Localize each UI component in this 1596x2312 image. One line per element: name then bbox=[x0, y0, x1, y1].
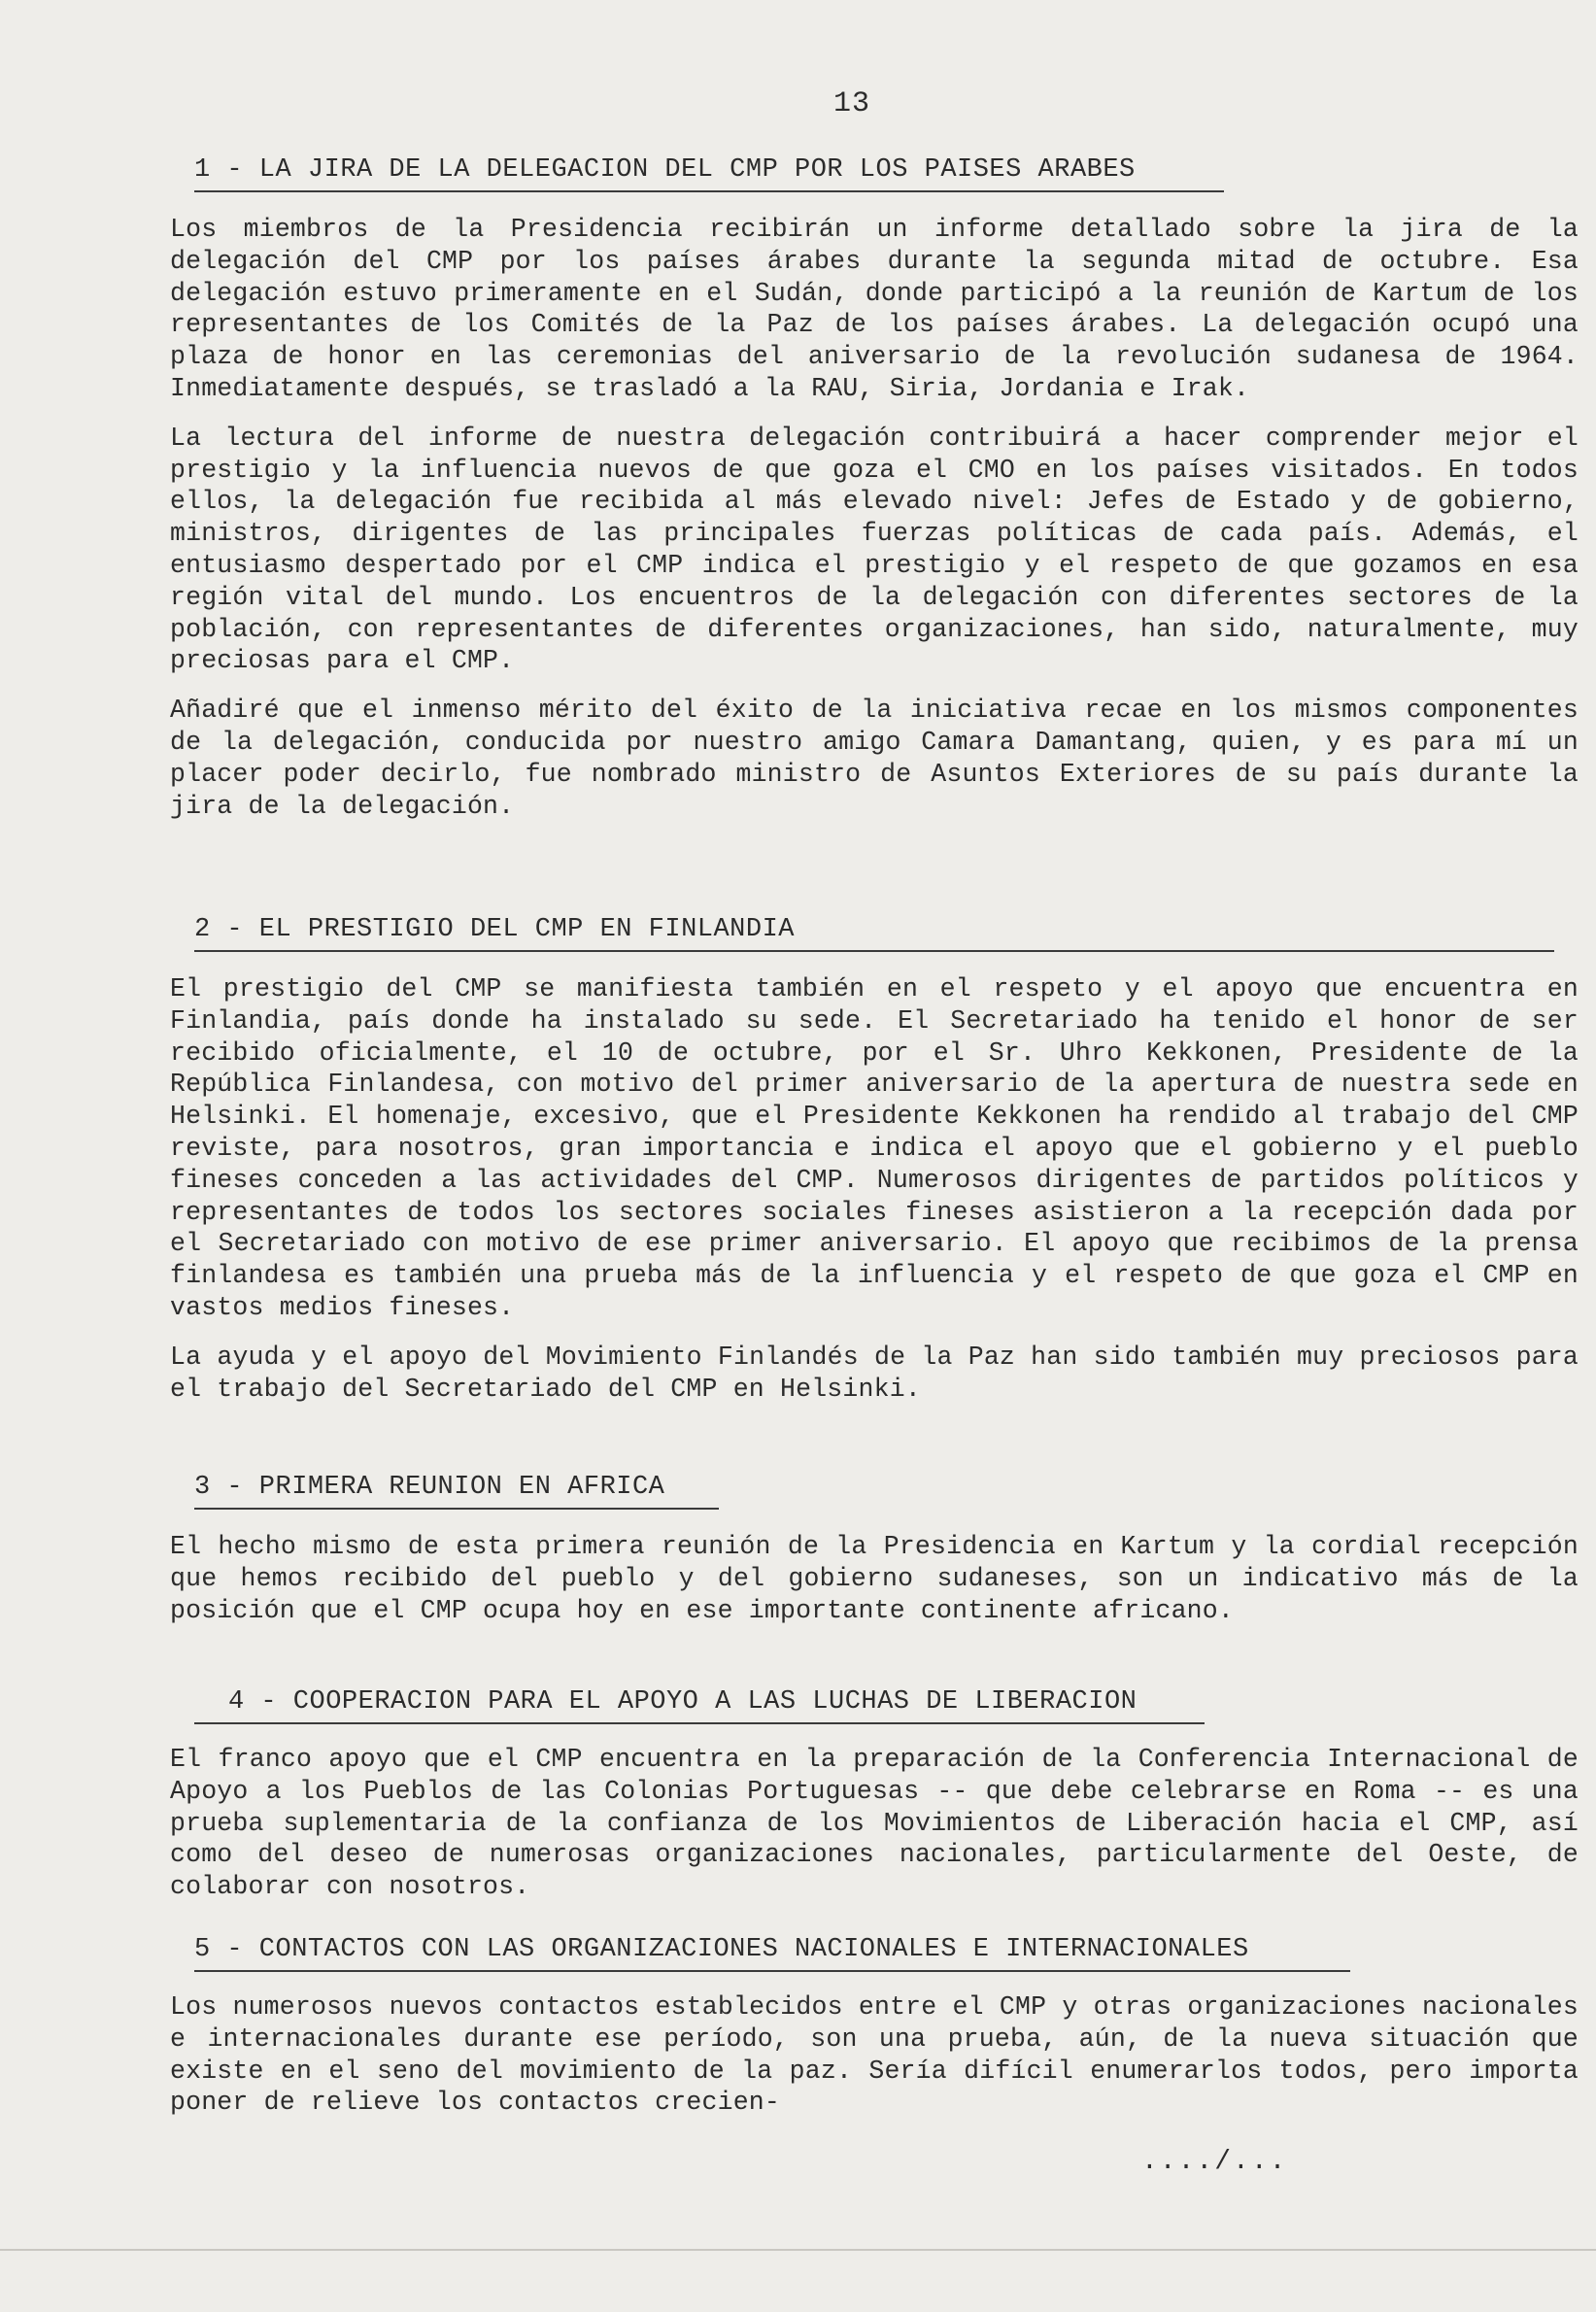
heading-underline bbox=[194, 950, 1554, 952]
section-heading: 4 - COOPERACION PARA EL APOYO A LAS LUCHAS DE LIBERACION bbox=[228, 1687, 1138, 1717]
section-heading: 1 - LA JIRA DE LA DELEGACION DEL CMP POR LOS PAISES ARABES bbox=[194, 155, 1136, 185]
heading-underline bbox=[194, 1508, 719, 1510]
paragraph: Añadiré que el inmenso mérito del éxito de la iniciativa recae en los mismos componentes de la delegación, conducida por nuestro amigo Camara Damantang, quien, y es para mí un placer poder decirlo, fue nombrado ministro de Asuntos Exteriores de su país durante la jira de la delegación. bbox=[170, 696, 1579, 821]
paragraph: El hecho mismo de esta primera reunión de la Presidencia en Kartum y la cordial recepción que hemos recibido del pueblo y del gobierno sudaneses, son un indicativo más de la posición que el CMP ocupa hoy en ese importante continente africano. bbox=[170, 1532, 1579, 1625]
paragraph: Los miembros de la Presidencia recibirán un informe detallado sobre la jira de la delegación del CMP por los países árabes durante la segunda mitad de octubre. Esa delegación estuvo primeramente en el Sudán, donde participó a la reunión de Kartum de los representantes de los Comités de la Paz de los países árabes. La delegación ocupó una plaza de honor en las ceremonias del aniversario de la revolución sudanesa de 1964. Inmediatamente después, se trasladó a la RAU, Siria, Jordania e Irak. bbox=[170, 215, 1579, 403]
page-number: 13 bbox=[833, 87, 871, 120]
page-edge-line bbox=[0, 2249, 1596, 2251]
section-heading: 5 - CONTACTOS CON LAS ORGANIZACIONES NACIONALES E INTERNACIONALES bbox=[194, 1935, 1249, 1964]
section-heading: 3 - PRIMERA REUNION EN AFRICA bbox=[194, 1473, 665, 1502]
continuation-mark: ..../... bbox=[1141, 2147, 1288, 2177]
heading-underline bbox=[194, 1970, 1350, 1972]
paragraph: La ayuda y el apoyo del Movimiento Finlandés de la Paz han sido también muy preciosos para el trabajo del Secretariado del CMP en Helsinki. bbox=[170, 1342, 1579, 1404]
section-4 bbox=[170, 1685, 1588, 1903]
section-2 bbox=[170, 913, 1588, 1405]
heading-underline bbox=[194, 1722, 1205, 1724]
section-3 bbox=[170, 1471, 1588, 1626]
section-5 bbox=[170, 1933, 1588, 2119]
heading-underline bbox=[194, 190, 1224, 192]
section-1 bbox=[170, 153, 1588, 822]
paragraph: La lectura del informe de nuestra delegación contribuirá a hacer comprender mejor el prestigio y la influencia nuevos de que goza el CMO en los países visitados. En todos ellos, la delegación fue recibida al más elevado nivel: Jefes de Estado y de gobierno, ministros, dirigentes de las principales fuerzas políticas de cada país. Además, el entusiasmo despertado por el CMP indica el prestigio y el respeto de que gozamos en esa región vital del mundo. Los encuentros de la delegación con diferentes sectores de la población, con representantes de diferentes organizaciones, han sido, naturalmente, muy preciosas para el CMP. bbox=[170, 423, 1579, 676]
paragraph: El prestigio del CMP se manifiesta también en el respeto y el apoyo que encuentra en Finlandia, país donde ha instalado su sede. El Secretariado ha tenido el honor de ser recibido oficialmente, el 10 de octubre, por el Sr. Uhro Kekkonen, Presidente de la República Finlandesa, con motivo del primer aniversario de la apertura de nuestra sede en Helsinki. El homenaje, excesivo, que el Presidente Kekkonen ha rendido al trabajo del CMP reviste, para nosotros, gran importancia e indica el apoyo que el gobierno y el pueblo fineses conceden a las actividades del CMP. Numerosos dirigentes de partidos políticos y representantes de todos los sectores sociales fineses asistieron a la recepción dada por el Secretariado con motivo de ese primer aniversario. El apoyo que recibimos de la prensa finlandesa es también una prueba más de la influencia y el respeto de que goza el CMP en vastos medios fineses. bbox=[170, 974, 1579, 1322]
paragraph: Los numerosos nuevos contactos establecidos entre el CMP y otras organizaciones nacionales e internacionales durante ese período, son una prueba, aún, de la nueva situación que existe en el seno del movimiento de la paz. Sería difícil enumerarlos todos, pero importa poner de relieve los contactos crecien- bbox=[170, 1992, 1579, 2118]
paragraph: El franco apoyo que el CMP encuentra en la preparación de la Conferencia Internacional de Apoyo a los Pueblos de las Colonias Portuguesas -- que debe celebrarse en Roma -- es una prueba suplementaria de la confianza de los Movimientos de Liberación hacia el CMP, así como del deseo de numerosas organizaciones nacionales, particularmente del Oeste, de colaborar con nosotros. bbox=[170, 1745, 1579, 1902]
section-heading: 2 - EL PRESTIGIO DEL CMP EN FINLANDIA bbox=[194, 915, 795, 944]
